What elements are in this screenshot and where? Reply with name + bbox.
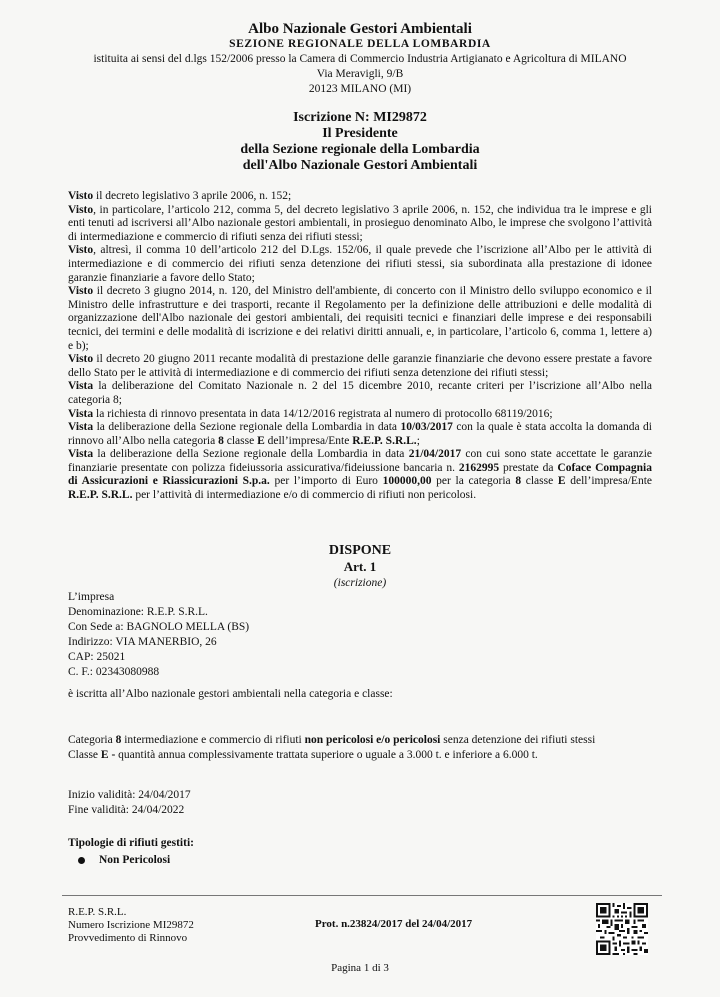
company-cap: CAP: 25021: [68, 651, 126, 663]
footer-info: [68, 906, 194, 945]
validity-end: Fine validità: 24/04/2022: [68, 804, 185, 816]
page-number: Pagina 1 di 3: [331, 962, 389, 974]
qr-code-icon: [596, 903, 648, 955]
footer-divider: [62, 895, 662, 896]
title-section: della Sezione regionale della Lombardia: [240, 142, 480, 157]
preamble-paragraph: Vista la richiesta di rinnovo presentata in data 14/12/2016 registrata al numero di protocollo 68119/2016;: [68, 407, 553, 420]
street-line: Via Meravigli, 9/B: [316, 68, 404, 80]
registration-number: Iscrizione N: MI29872: [293, 110, 427, 125]
document-title: [0, 110, 720, 174]
registered-line: è iscritta all’Albo nazionale gestori ambientali nella categoria e classe:: [68, 688, 393, 700]
company-intro: L’impresa: [68, 591, 115, 603]
validity-start: Inizio validità: 24/04/2017: [68, 789, 191, 801]
article-number: Art. 1: [343, 559, 377, 574]
bullet-icon: [78, 857, 85, 864]
footer-registration: Numero Iscrizione MI29872: [68, 919, 194, 931]
company-seat: Con Sede a: BAGNOLO MELLA (BS): [68, 621, 250, 633]
footer-measure: Provvedimento di Rinnovo: [68, 932, 188, 944]
category-block: [68, 733, 652, 763]
preamble-paragraph: Vista la deliberazione della Sezione regionale della Lombardia in data 10/03/2017 con la quale è stata accolta la domanda di rinnovo all’Albo nella categoria 8 classe E dell’impresa/Ente R.E.P. S.R.L.;: [68, 421, 652, 447]
dispone-title: DISPONE: [328, 543, 392, 558]
company-cf: C. F.: 02343080988: [68, 666, 160, 678]
preamble-paragraph: Visto, altresì, il comma 10 dell’articolo 212 del D.Lgs. 152/06, il quale prevede che l’iscrizione all’Albo per le attività di intermediazione e di commercio dei rifiuti senza detenzione dei rifiuti stessi, sia subordinata alla prestazione di idonee garanzie finanziarie a favore dello Stato;: [68, 244, 652, 284]
preamble-paragraph: Vista la deliberazione della Sezione regionale della Lombardia in data 21/04/2017 con cui sono state accettate le garanzie finanziarie presentate con polizza fideiussoria assicurativa/fideiussione bancaria n. 2162995 prestate da Coface Compagnia di Assicurazioni e Riassicurazioni S.p.a. per l’importo di Euro 100000,00 per la categoria 8 classe E dell’impresa/Ente R.E.P. S.R.L. per l’attività di intermediazione e/o di commercio di rifiuti non pericolosi.: [68, 448, 653, 502]
category-line: Categoria 8 intermediazione e commercio di rifiuti non pericolosi e/o pericolosi senza detenzione dei rifiuti stessi: [68, 734, 596, 746]
preamble-paragraph: Visto il decreto legislativo 3 aprile 2006, n. 152;: [68, 190, 292, 202]
waste-types: [68, 836, 194, 868]
company-name: Denominazione: R.E.P. S.R.L.: [68, 606, 208, 618]
preamble: [68, 190, 652, 503]
company-details: [68, 590, 249, 680]
established-line: istituita ai sensi del d.lgs 152/2006 presso la Camera di Commercio Industria Artigianato e Agricoltura di MILANO: [93, 53, 627, 65]
preamble-paragraph: Visto, in particolare, l’articolo 212, comma 5, del decreto legislativo 3 aprile 2006, n. 152, che individua tra le imprese e gli enti tenuti ad iscriversi all’Albo nazionale gestori ambientali, in prosieguo denominato Albo, le imprese che svolgono l’attività di intermediazione e commercio di rifiuti senza dei rifiuti stessi;: [68, 203, 652, 243]
class-line: Classe E - quantità annua complessivamente trattata superiore o uguale a 3.000 t. e inferiore a 6.000 t.: [68, 749, 538, 761]
section-name: SEZIONE REGIONALE DELLA LOMBARDIA: [229, 38, 491, 50]
waste-types-heading: Tipologie di rifiuti gestiti:: [68, 837, 194, 849]
dispone-heading: [0, 543, 720, 591]
protocol-number: Prot. n.23824/2017 del 24/04/2017: [315, 918, 473, 930]
article-subtitle: (iscrizione): [333, 577, 387, 589]
waste-type-item: [68, 853, 194, 868]
title-albo: dell'Albo Nazionale Gestori Ambientali: [242, 158, 478, 173]
waste-type-label: Non Pericolosi: [99, 854, 171, 866]
city-line: 20123 MILANO (MI): [308, 83, 412, 95]
preamble-paragraph: Visto il decreto 20 giugno 2011 recante modalità di prestazione delle garanzie finanziarie che devono essere prestate a favore dello Stato per le attività di intermediazione e di commercio dei rifiuti senza detenzione dei rifiuti stessi;: [68, 353, 652, 379]
footer-company: R.E.P. S.R.L.: [68, 906, 127, 918]
letterhead: [0, 22, 720, 97]
org-name: Albo Nazionale Gestori Ambientali: [248, 21, 472, 37]
preamble-paragraph: Vista la deliberazione del Comitato Nazionale n. 2 del 15 dicembre 2010, recante criteri per l’iscrizione all’Albo nella categoria 8;: [68, 380, 652, 406]
company-address: Indirizzo: VIA MANERBIO, 26: [68, 636, 217, 648]
preamble-paragraph: Visto il decreto 3 giugno 2014, n. 120, del Ministro dell'ambiente, di concerto con il Ministro dello sviluppo economico e il Ministro delle infrastrutture e dei trasporti, recante il Regolamento per la definizione delle attribuzioni e delle modalità di organizzazione dell'Albo nazionale dei gestori ambientali, dei requisiti tecnici e finanziari delle imprese e dei responsabili tecnici, dei termini e delle modalità di iscrizione e dei relativi diritti annuali, e, in particolare, l’articolo 6, comma 1, lettere a) e b);: [68, 285, 652, 352]
validity-block: [68, 788, 191, 818]
title-president: Il Presidente: [322, 126, 398, 141]
